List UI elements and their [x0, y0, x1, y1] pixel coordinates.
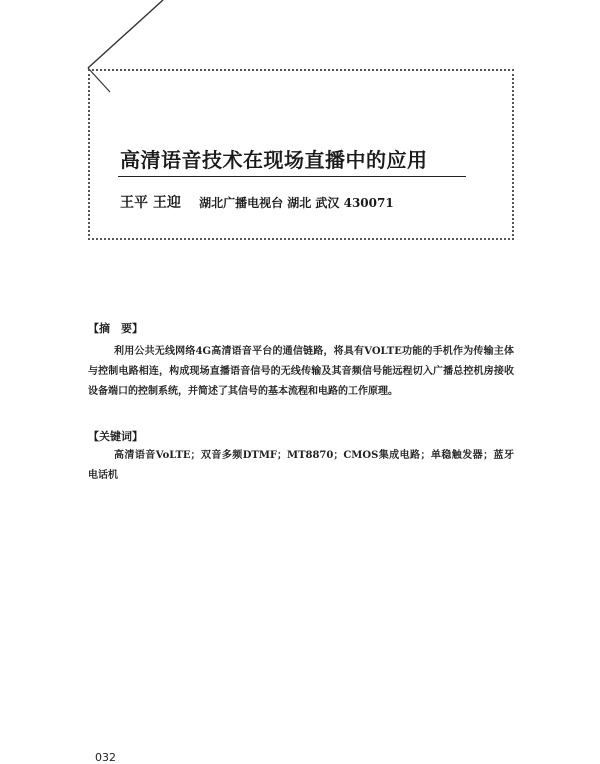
article-title: 高清语音技术在现场直播中的应用 — [120, 148, 428, 172]
authors: 王平 王迎 — [120, 195, 181, 211]
page-number: 032 — [95, 751, 116, 764]
keywords-label: 【关键词】 — [88, 430, 143, 443]
affiliation: 湖北广播电视台 湖北 武汉 430071 — [199, 196, 394, 210]
byline — [120, 192, 394, 212]
title-box — [88, 69, 514, 240]
keywords-text: 高清语音VoLTE；双音多频DTMF；MT8870；CMOS集成电路；单稳触发器；蓝牙电话机 — [88, 450, 514, 481]
abstract-text: 利用公共无线网络4G高清语音平台的通信链路，将具有VOLTE功能的手机作为传输主体与控制电路相连，构成现场直播语音信号的无线传输及其音频信号能远程切入广播总控机房接收设备端口的控制系统，并简述了其信号的基本流程和电路的工作原理。 — [88, 346, 514, 397]
abstract-label: 【摘 要】 — [88, 322, 143, 335]
title-underline — [118, 176, 466, 177]
